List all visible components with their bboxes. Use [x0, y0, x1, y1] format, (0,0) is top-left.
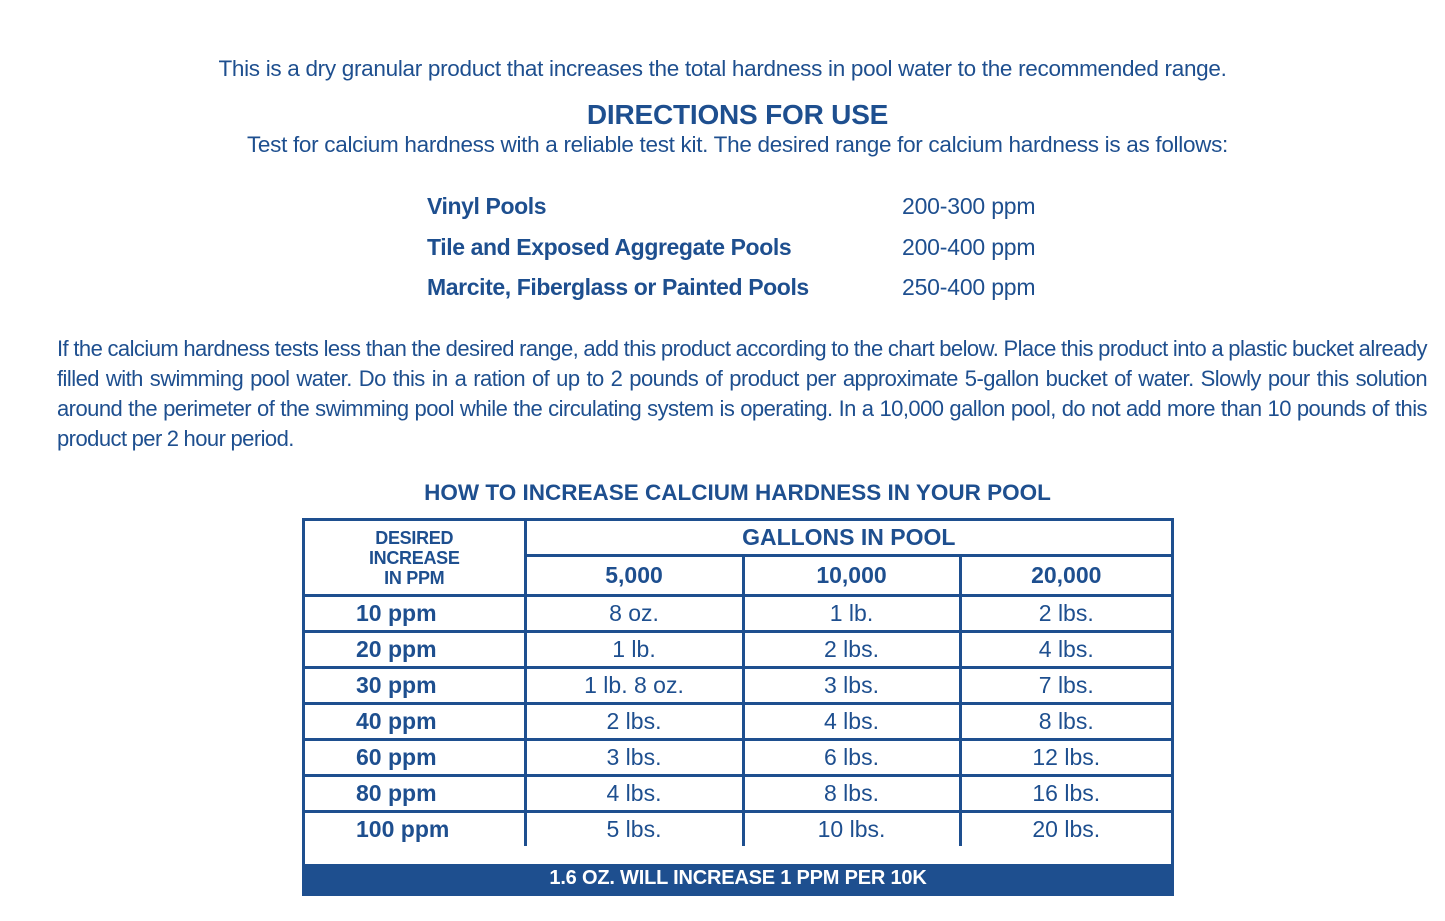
range-pool-type: Vinyl Pools [427, 193, 547, 219]
dose-cell: 12 lbs. [960, 740, 1171, 776]
dose-cell: 6 lbs. [743, 740, 960, 776]
desired-header-line: INCREASE [368, 547, 460, 568]
dose-cell: 1 lb. [525, 632, 743, 668]
ppm-cell: 80 ppm [305, 776, 525, 812]
ppm-cell: 60 ppm [305, 740, 525, 776]
instructions-paragraph: If the calcium hardness tests less than the desired range, add this product according to the chart below. Place this product into a plastic bucket already filled with swimming pool water. Do this in a ration of up to 2 pounds of product per approximate 5-gallon bucket of water. Slowly pour this solution around the perimeter of the swimming pool while the circulating system is operating. In a 10,000 gallon pool, do not add more than 10 pounds of this product per 2 hour period. [57, 336, 1427, 451]
ppm-cell: 30 ppm [305, 668, 525, 704]
dose-cell: 2 lbs. [960, 596, 1171, 632]
ppm-cell: 100 ppm [305, 812, 525, 847]
intro-text: This is a dry granular product that increases the total hardness in pool water to the recommended range. [218, 56, 1227, 81]
range-row [427, 234, 1127, 275]
dose-cell: 4 lbs. [960, 632, 1171, 668]
dose-cell: 16 lbs. [960, 776, 1171, 812]
table-row [305, 668, 1171, 704]
column-5000: 5,000 [525, 555, 743, 595]
range-ppm: 250-400 ppm [902, 274, 1036, 300]
range-row [427, 193, 1127, 234]
table-title: HOW TO INCREASE CALCIUM HARDNESS IN YOUR POOL [424, 480, 1051, 505]
range-pool-type: Marcite, Fiberglass or Painted Pools [427, 274, 809, 300]
dose-cell: 2 lbs. [743, 632, 960, 668]
ppm-cell: 10 ppm [305, 596, 525, 632]
dose-cell: 3 lbs. [743, 668, 960, 704]
dose-cell: 8 lbs. [960, 704, 1171, 740]
dose-cell: 10 lbs. [743, 812, 960, 847]
dose-cell: 1 lb. 8 oz. [525, 668, 743, 704]
directions-heading: DIRECTIONS FOR USE [586, 99, 889, 130]
table-footer-note: 1.6 OZ. WILL INCREASE 1 PPM PER 10K [305, 864, 1171, 893]
dose-cell: 2 lbs. [525, 704, 743, 740]
hardness-range-list [427, 193, 1127, 315]
table-row [305, 740, 1171, 776]
table-row [305, 632, 1171, 668]
table-row [305, 812, 1171, 847]
dose-cell: 4 lbs. [525, 776, 743, 812]
desired-header-line: IN PPM [384, 567, 445, 588]
dosage-table [305, 521, 1171, 846]
dose-cell: 5 lbs. [525, 812, 743, 847]
dosage-chart [302, 518, 1174, 896]
range-pool-type: Tile and Exposed Aggregate Pools [427, 233, 792, 260]
dose-cell: 20 lbs. [960, 812, 1171, 847]
range-row [427, 274, 1127, 315]
column-20000: 20,000 [960, 555, 1171, 595]
dose-cell: 3 lbs. [525, 740, 743, 776]
dose-cell: 8 oz. [525, 596, 743, 632]
desired-increase-header [305, 521, 525, 596]
ppm-cell: 20 ppm [305, 632, 525, 668]
dose-cell: 7 lbs. [960, 668, 1171, 704]
ppm-cell: 40 ppm [305, 704, 525, 740]
dose-cell: 8 lbs. [743, 776, 960, 812]
range-ppm: 200-400 ppm [902, 233, 1036, 260]
header-row [305, 521, 1171, 555]
column-10000: 10,000 [743, 555, 960, 595]
directions-subtitle: Test for calcium hardness with a reliable test kit. The desired range for calcium hardness is as follows: [246, 132, 1229, 157]
gallons-header: GALLONS IN POOL [525, 521, 1171, 555]
dose-cell: 4 lbs. [743, 704, 960, 740]
dose-cell: 1 lb. [743, 596, 960, 632]
table-row [305, 704, 1171, 740]
table-row [305, 776, 1171, 812]
table-row [305, 596, 1171, 632]
range-ppm: 200-300 ppm [902, 193, 1036, 219]
desired-header-line: DESIRED [375, 527, 454, 548]
